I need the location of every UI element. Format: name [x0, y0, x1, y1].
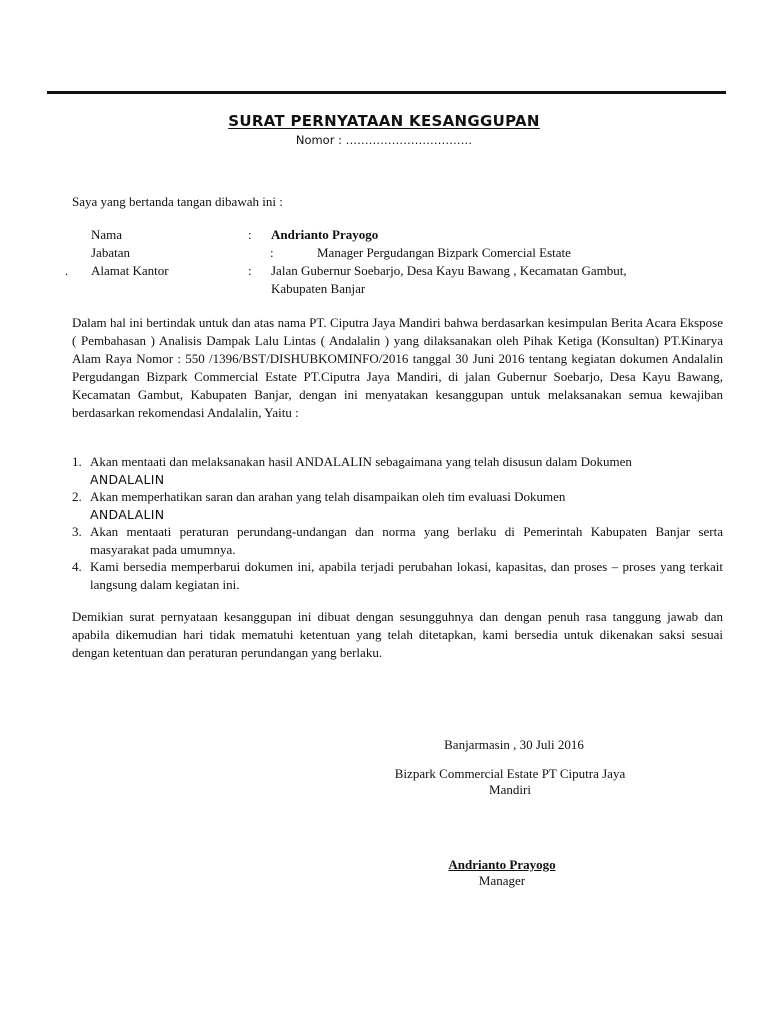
field-value-alamat-line2: Kabupaten Banjar	[271, 281, 366, 296]
header-rule	[47, 91, 726, 94]
field-value-alamat: Jalan Gubernur Soebarjo, Desa Kayu Bawang , Kecamatan Gambut,	[271, 263, 627, 278]
statement-paragraph: Dalam hal ini bertindak untuk dan atas nama PT. Ciputra Jaya Mandiri bahwa berdasarkan kesimpulan Berita Acara Ekspose ( Pembahasan ) Analisis Dampak Lalu Lintas ( Andalalin ) yang dilaksanakan oleh Pihak Ketiga (Konsultan) PT.Kinarya Alam Raya Nomor : 550 /1396/BST/DISHUBKOMINFO/2016 tanggal 30 Juni 2016 tentang kegiatan dokumen Andalalin Pergudangan Bizpark Commercial Estate PT.Ciputra Jaya Mandiri, di jalan Gubernur Soebarjo, Desa Kayu Bawang, Kecamatan Gambut, Kabupaten Banjar, dengan ini menyatakan kesanggupan untuk melaksanakan semua kewajiban berdasarkan rekomendasi Andalalin, Yaitu :	[72, 315, 723, 420]
document-title: SURAT PERNYATAAN KESANGGUPAN	[228, 112, 540, 130]
list-item-continuation: ANDALALIN	[90, 506, 165, 522]
list-item	[72, 488, 723, 523]
field-label-jabatan: Jabatan	[91, 245, 130, 260]
intro-text: Saya yang bertanda tangan dibawah ini :	[72, 194, 283, 209]
list-item-number: 1.	[72, 454, 82, 469]
document-number: Nomor : ……………………………	[295, 133, 473, 147]
field-value-nama: Andrianto Prayogo	[271, 227, 379, 242]
company-name: Bizpark Commercial Estate PT Ciputra Jaya	[394, 766, 626, 781]
list-item	[72, 523, 723, 558]
commitment-list	[72, 453, 723, 593]
list-item-number: 4.	[72, 559, 82, 574]
signatory-name: Andrianto Prayogo	[448, 857, 556, 872]
field-marker: .	[65, 263, 69, 278]
field-label-nama: Nama	[91, 227, 123, 242]
list-item-text: Akan memperhatikan saran dan arahan yang telah disampaikan oleh tim evaluasi Dokumen	[90, 489, 566, 504]
list-item-text: Kami bersedia memperbarui dokumen ini, apabila terjadi perubahan lokasi, kapasitas, dan proses – proses yang terkait langsung dalam kegiatan ini.	[90, 559, 723, 592]
field-colon: :	[248, 227, 252, 242]
field-colon: :	[270, 245, 274, 260]
list-item-continuation: ANDALALIN	[90, 471, 165, 487]
list-item	[72, 453, 723, 488]
place-date: Banjarmasin , 30 Juli 2016	[444, 737, 584, 752]
company-name-line2: Mandiri	[489, 782, 531, 797]
list-item-number: 2.	[72, 489, 82, 504]
field-label-alamat: Alamat Kantor	[91, 263, 169, 278]
signatory-position: Manager	[478, 873, 526, 888]
list-item-text: Akan mentaati dan melaksanakan hasil ANDALALIN sebagaimana yang telah disusun dalam Dokumen	[90, 454, 632, 469]
field-colon: :	[248, 263, 252, 278]
list-item-number: 3.	[72, 524, 82, 539]
closing-paragraph: Demikian surat pernyataan kesanggupan ini dibuat dengan sesungguhnya dan dengan penuh rasa tanggung jawab dan apabila dikemudian hari tidak mematuhi ketentuan yang telah ditetapkan, kami bersedia untuk dikenakan saksi sesuai dengan ketentuan dan peraturan perundangan yang berlaku.	[72, 609, 723, 660]
list-item	[72, 558, 723, 593]
field-value-jabatan: Manager Pergudangan Bizpark Comercial Estate	[317, 245, 571, 260]
list-item-text: Akan mentaati peraturan perundang-undangan dan norma yang berlaku di Pemerintah Kabupaten Banjar serta masyarakat pada umumnya.	[90, 524, 723, 557]
